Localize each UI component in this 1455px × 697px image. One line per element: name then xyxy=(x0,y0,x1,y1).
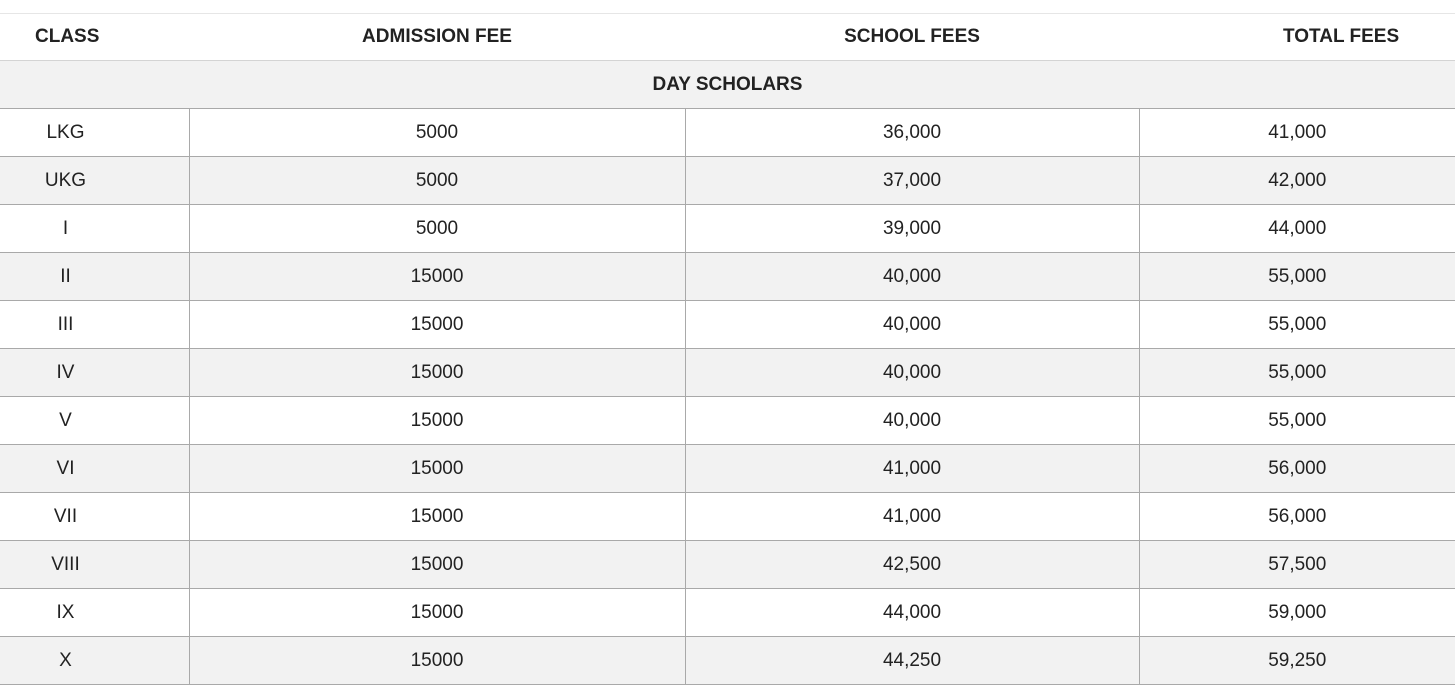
cell-class xyxy=(0,445,189,493)
cell-school-fees: 39,000 xyxy=(685,205,1139,253)
class-label: I xyxy=(62,217,69,239)
fee-table xyxy=(0,13,1455,685)
cell-class xyxy=(0,637,189,685)
class-label: VI xyxy=(56,457,75,479)
class-label: X xyxy=(59,649,72,671)
cell-class xyxy=(0,157,189,205)
cell-school-fees: 40,000 xyxy=(685,253,1139,301)
cell-total-fees: 55,000 xyxy=(1139,301,1455,349)
table-row xyxy=(0,589,1455,637)
cell-school-fees: 40,000 xyxy=(685,349,1139,397)
cell-total-fees: 57,500 xyxy=(1139,541,1455,589)
class-label: IX xyxy=(56,601,75,623)
cell-school-fees: 44,250 xyxy=(685,637,1139,685)
class-label: V xyxy=(59,409,72,431)
table-row xyxy=(0,253,1455,301)
cell-class xyxy=(0,301,189,349)
cell-admission-fee: 15000 xyxy=(189,397,685,445)
class-label: IV xyxy=(56,361,75,383)
table-row xyxy=(0,349,1455,397)
cell-school-fees: 44,000 xyxy=(685,589,1139,637)
cell-total-fees: 55,000 xyxy=(1139,253,1455,301)
cell-admission-fee: 15000 xyxy=(189,349,685,397)
class-label: II xyxy=(60,265,71,287)
cell-admission-fee: 15000 xyxy=(189,541,685,589)
column-header-class: CLASS xyxy=(0,14,189,61)
cell-total-fees: 59,000 xyxy=(1139,589,1455,637)
section-row xyxy=(0,61,1455,109)
cell-admission-fee: 15000 xyxy=(189,301,685,349)
cell-admission-fee: 15000 xyxy=(189,589,685,637)
cell-total-fees: 42,000 xyxy=(1139,157,1455,205)
class-label: III xyxy=(57,313,74,335)
class-label: VIII xyxy=(51,553,80,575)
class-label: VII xyxy=(53,505,78,527)
cell-admission-fee: 15000 xyxy=(189,253,685,301)
cell-school-fees: 40,000 xyxy=(685,301,1139,349)
cell-school-fees: 42,500 xyxy=(685,541,1139,589)
cell-admission-fee: 5000 xyxy=(189,157,685,205)
column-header-admission-fee: ADMISSION FEE xyxy=(189,14,685,61)
header-row xyxy=(0,14,1455,61)
cell-class xyxy=(0,109,189,157)
cell-school-fees: 37,000 xyxy=(685,157,1139,205)
cell-class xyxy=(0,589,189,637)
cell-school-fees: 40,000 xyxy=(685,397,1139,445)
table-row xyxy=(0,397,1455,445)
cell-total-fees: 41,000 xyxy=(1139,109,1455,157)
cell-total-fees: 59,250 xyxy=(1139,637,1455,685)
table-row xyxy=(0,493,1455,541)
cell-total-fees: 55,000 xyxy=(1139,397,1455,445)
cell-admission-fee: 15000 xyxy=(189,493,685,541)
table-row xyxy=(0,301,1455,349)
table-row xyxy=(0,157,1455,205)
cell-admission-fee: 5000 xyxy=(189,109,685,157)
cell-total-fees: 44,000 xyxy=(1139,205,1455,253)
cell-school-fees: 41,000 xyxy=(685,445,1139,493)
class-label: UKG xyxy=(44,169,87,191)
column-header-school-fees: SCHOOL FEES xyxy=(685,14,1139,61)
cell-class xyxy=(0,349,189,397)
cell-admission-fee: 5000 xyxy=(189,205,685,253)
cell-total-fees: 56,000 xyxy=(1139,493,1455,541)
cell-class xyxy=(0,253,189,301)
cell-school-fees: 36,000 xyxy=(685,109,1139,157)
table-row xyxy=(0,445,1455,493)
cell-class xyxy=(0,493,189,541)
cell-admission-fee: 15000 xyxy=(189,637,685,685)
table-row xyxy=(0,637,1455,685)
section-label-day-scholars: DAY SCHOLARS xyxy=(0,61,1455,109)
table-header xyxy=(0,14,1455,61)
table-row xyxy=(0,541,1455,589)
cell-class xyxy=(0,205,189,253)
cell-class xyxy=(0,397,189,445)
cell-school-fees: 41,000 xyxy=(685,493,1139,541)
class-label: LKG xyxy=(46,121,85,143)
cell-admission-fee: 15000 xyxy=(189,445,685,493)
cell-total-fees: 55,000 xyxy=(1139,349,1455,397)
cell-total-fees: 56,000 xyxy=(1139,445,1455,493)
table-row xyxy=(0,109,1455,157)
column-header-total-fees: TOTAL FEES xyxy=(1139,14,1455,61)
cell-class xyxy=(0,541,189,589)
table-row xyxy=(0,205,1455,253)
table-body xyxy=(0,61,1455,685)
